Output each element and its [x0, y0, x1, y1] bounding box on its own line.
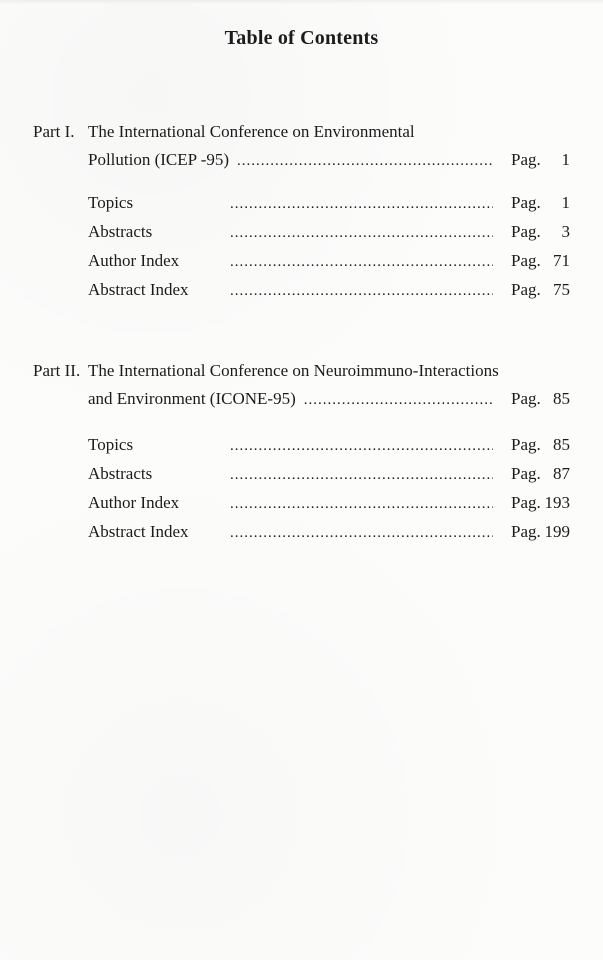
dot-leader: [230, 490, 493, 518]
dot-leader: [230, 190, 493, 218]
part-2-title: [88, 357, 570, 414]
part-1-title: [88, 118, 570, 175]
page-abbrev-label: Pag.: [511, 150, 541, 169]
page-abbrev-label: Pag.: [511, 222, 541, 241]
toc-entry: [88, 431, 570, 460]
toc-entry-label: Abstracts: [88, 464, 153, 483]
dot-leader: [230, 461, 493, 489]
part-2-title-line2-row: [88, 385, 570, 414]
toc-part-2-items: [0, 431, 603, 547]
dot-leader: [237, 147, 493, 175]
toc-entry: [88, 189, 570, 218]
page-abbrev-label: Pag.: [511, 389, 541, 408]
dot-leader: [230, 248, 493, 276]
toc-entry-label: Topics: [88, 193, 134, 212]
toc-part-2-header: [0, 357, 603, 414]
dot-leader: [230, 432, 493, 460]
page-abbrev-label: Pag.: [511, 251, 541, 270]
page-abbrev-label: Pag.: [511, 464, 541, 483]
page-abbrev-label: Pag.: [511, 193, 541, 212]
part-1-title-line2: Pollution (ICEP -95): [88, 150, 230, 169]
dot-leader: [230, 277, 493, 305]
page-number: 193: [544, 493, 570, 512]
toc-entry: [88, 518, 570, 547]
toc-part-1-items: [0, 189, 603, 305]
page-abbrev-label: Pag.: [511, 522, 541, 541]
page-number: 75: [553, 280, 570, 299]
toc-entry-label: Topics: [88, 435, 134, 454]
page-abbrev-label: Pag.: [511, 493, 541, 512]
toc-entry-label: Author Index: [88, 251, 180, 270]
page-number: 71: [553, 251, 570, 270]
page-title: Table of Contents: [224, 27, 379, 49]
toc-entry: [88, 247, 570, 276]
part-1-title-line1: The International Conference on Environmental: [88, 122, 415, 141]
part-2-label: Part II.: [33, 361, 81, 380]
toc-entry: [88, 460, 570, 489]
page-number: 1: [561, 193, 570, 212]
page-number: 85: [553, 389, 570, 408]
page-number: 1: [561, 150, 570, 169]
page-abbrev-label: Pag.: [511, 280, 541, 299]
page-abbrev-label: Pag.: [511, 435, 541, 454]
page-number: 199: [544, 522, 570, 541]
part-2-title-line2: and Environment (ICONE-95): [88, 389, 296, 408]
toc-entry-label: Abstracts: [88, 222, 153, 241]
toc-entry-label: Abstract Index: [88, 522, 189, 541]
toc-entry: [88, 218, 570, 247]
part-1-label: Part I.: [33, 122, 75, 141]
toc-part-1-header: [0, 118, 603, 175]
toc-part-1: [0, 118, 603, 305]
part-2-title-line1: The International Conference on Neuroimmuno-Interactions: [88, 361, 499, 380]
table-of-contents: [0, 118, 603, 547]
page-number: 85: [553, 435, 570, 454]
dot-leader: [230, 519, 493, 547]
dot-leader: [304, 386, 493, 414]
page-number: 87: [553, 464, 570, 483]
dot-leader: [230, 219, 493, 247]
toc-entry: [88, 276, 570, 305]
toc-entry: [88, 489, 570, 518]
part-1-title-line2-row: [88, 146, 570, 175]
toc-entry-label: Abstract Index: [88, 280, 189, 299]
toc-part-2: [0, 357, 603, 547]
page-number: 3: [561, 222, 570, 241]
toc-entry-label: Author Index: [88, 493, 180, 512]
